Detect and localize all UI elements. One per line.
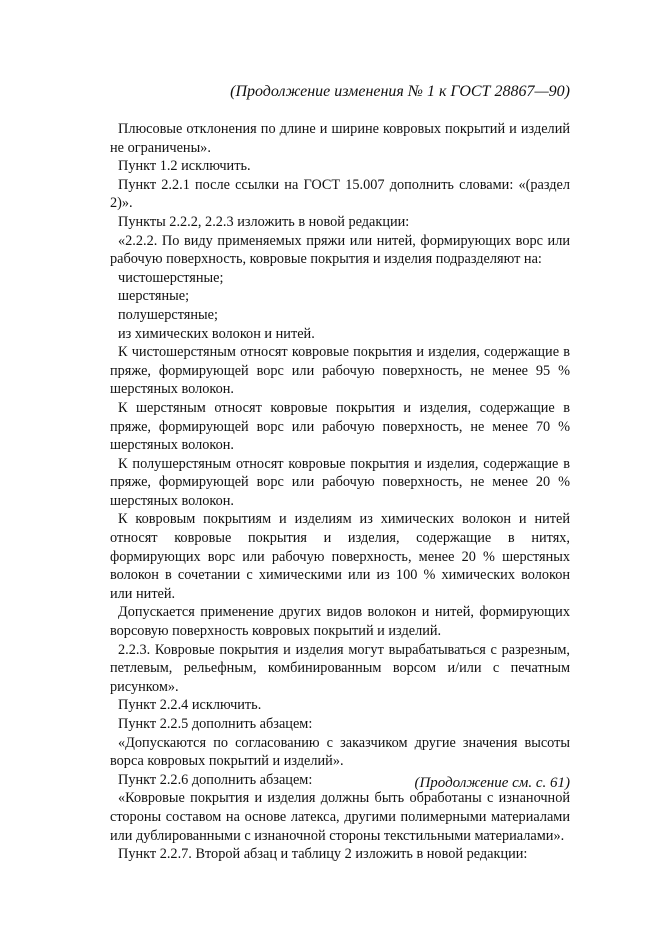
paragraph: «Допускаются по согласованию с заказчиком другие значения высоты ворса ковровых покрытий и изделий».: [110, 734, 570, 770]
paragraph: Допускается применение других видов волокон и нитей, формирующих ворсовую поверхность ковровых покрытий и изделий.: [110, 604, 570, 640]
paragraph: Пункт 2.2.7. Второй абзац и таблицу 2 изложить в новой редакции:: [118, 846, 528, 863]
paragraph: К ковровым покрытиям и изделиям из химических волокон и нитей относят ковровые покрытия и изделия, содержащие в нитях, формирующих ворс или рабочую поверхность, менее 20 % шерстяных волокон в сочетании с химическими или из 100 % химических волокон или нитей.: [110, 511, 570, 602]
list-item: полушерстяные;: [118, 306, 218, 323]
list-item: чистошерстяные;: [118, 269, 224, 286]
paragraph: «Ковровые покрытия и изделия должны быть обработаны с изнаночной стороны составом на основе латекса, другими полимерными материалами или дублированными с изнаночной стороны текстильными материалами».: [110, 790, 570, 844]
list-item: из химических волокон и нитей.: [118, 325, 315, 342]
page-footer: (Продолжение см. с. 61): [414, 775, 570, 791]
paragraph: Пункт 1.2 исключить.: [118, 158, 251, 175]
paragraph: Пункт 2.2.4 исключить.: [118, 697, 262, 714]
paragraph: К полушерстяным относят ковровые покрытия и изделия, содержащие в пряже, формирующей ворс или рабочую поверхность, не менее 20 % шерстяных волокон.: [110, 455, 570, 509]
paragraph: Пункт 2.2.1 после ссылки на ГОСТ 15.007 дополнить словами: «(раздел 2)».: [110, 176, 570, 212]
paragraph: Пункт 2.2.6 дополнить абзацем:: [118, 771, 313, 788]
paragraph: «2.2.2. По виду применяемых пряжи или нитей, формирующих ворс или рабочую поверхность, ковровые покрытия и изделия подразделяют на:: [110, 232, 570, 268]
paragraph: Пункт 2.2.5 дополнить абзацем:: [118, 716, 313, 732]
paragraph: Пункты 2.2.2, 2.2.3 изложить в новой редакции:: [118, 213, 410, 230]
list-item: шерстяные;: [118, 288, 190, 305]
paragraph: К чистошерстяным относят ковровые покрытия и изделия, содержащие в пряже, формирующей ворс или рабочую поверхность, не менее 95 % шерстяных волокон.: [110, 344, 570, 398]
body-text: [110, 120, 570, 864]
page-header: (Продолжение изменения № 1 к ГОСТ 28867—90): [230, 83, 570, 100]
paragraph: Плюсовые отклонения по длине и ширине ковровых покрытий и изделий не ограничены».: [110, 121, 570, 156]
paragraph: 2.2.3. Ковровые покрытия и изделия могут вырабатываться с разрезным, петлевым, рельефным, комбинированным ворсом и/или с печатным рисунком».: [110, 641, 570, 695]
paragraph: К шерстяным относят ковровые покрытия и изделия, содержащие в пряже, формирующей ворс или рабочую поверхность, не менее 70 % шерстяных волокон.: [110, 399, 570, 454]
